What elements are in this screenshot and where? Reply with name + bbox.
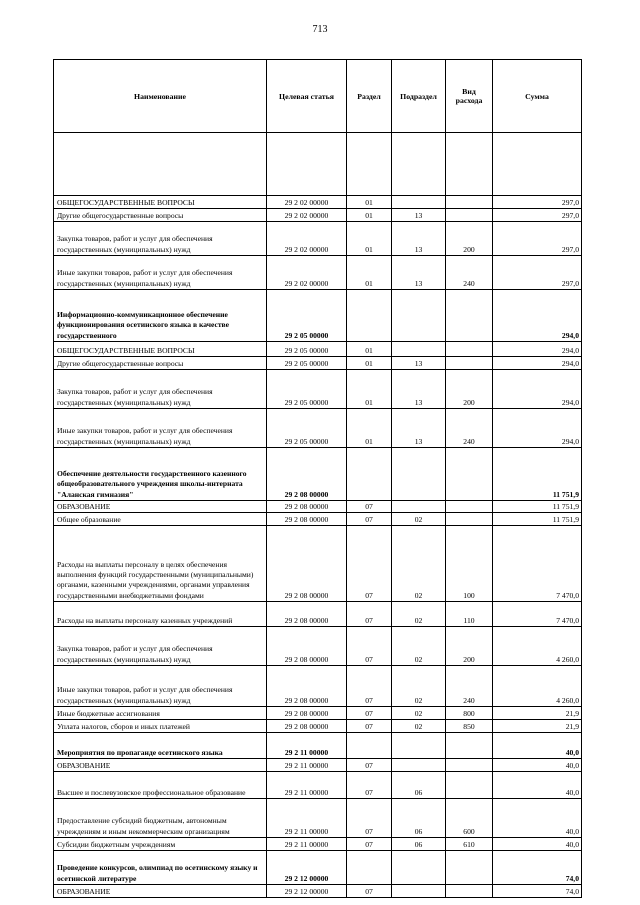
cell-name — [54, 133, 267, 196]
cell-sum: 294,0 — [493, 357, 582, 370]
cell-section: 07 — [347, 526, 392, 602]
cell-section: 01 — [347, 342, 392, 357]
table-row — [54, 707, 582, 720]
cell-expense-type — [446, 133, 493, 196]
cell-sum: 40,0 — [493, 733, 582, 759]
cell-name: Иные бюджетные ассигнования — [54, 707, 267, 720]
cell-section: 01 — [347, 409, 392, 448]
table-row — [54, 409, 582, 448]
cell-subsection: 02 — [392, 513, 446, 526]
cell-target: 29 2 08 00000 — [267, 627, 347, 666]
cell-target: 29 2 08 00000 — [267, 448, 347, 501]
cell-subsection: 06 — [392, 772, 446, 799]
cell-expense-type — [446, 357, 493, 370]
cell-expense-type — [446, 772, 493, 799]
cell-section: 01 — [347, 209, 392, 222]
cell-expense-type: 110 — [446, 602, 493, 627]
cell-target: 29 2 02 00000 — [267, 256, 347, 290]
cell-subsection — [392, 885, 446, 898]
cell-target — [267, 133, 347, 196]
cell-target: 29 2 05 00000 — [267, 357, 347, 370]
cell-sum: 21,9 — [493, 720, 582, 733]
cell-name: Закупка товаров, работ и услуг для обеспечения государственных (муниципальных) нужд — [54, 222, 267, 256]
cell-name: ОБРАЗОВАНИЕ — [54, 759, 267, 772]
cell-target: 29 2 11 00000 — [267, 733, 347, 759]
cell-expense-type — [446, 851, 493, 885]
cell-section: 07 — [347, 838, 392, 851]
cell-sum: 11 751,9 — [493, 513, 582, 526]
cell-sum: 40,0 — [493, 772, 582, 799]
cell-subsection: 13 — [392, 222, 446, 256]
cell-sum: 7 470,0 — [493, 526, 582, 602]
cell-section — [347, 133, 392, 196]
cell-name: Информационно-коммуникационное обеспечение функционирования осетинского языка в качестве государственного — [54, 290, 267, 342]
cell-name: Другие общегосударственные вопросы — [54, 357, 267, 370]
cell-sum: 297,0 — [493, 196, 582, 209]
table-row — [54, 759, 582, 772]
table-row — [54, 513, 582, 526]
cell-sum: 4 260,0 — [493, 627, 582, 666]
cell-sum: 294,0 — [493, 290, 582, 342]
cell-name: Проведение конкурсов, олимпиад по осетинскому языку и осетинской литературе — [54, 851, 267, 885]
table-row — [54, 838, 582, 851]
header-sum: Сумма — [493, 60, 582, 133]
cell-expense-type: 240 — [446, 409, 493, 448]
cell-name: Иные закупки товаров, работ и услуг для обеспечения государственных (муниципальных) нужд — [54, 409, 267, 448]
cell-name: Субсидии бюджетным учреждениям — [54, 838, 267, 851]
cell-expense-type: 200 — [446, 370, 493, 409]
cell-subsection — [392, 133, 446, 196]
cell-sum: 294,0 — [493, 370, 582, 409]
cell-name: Высшее и послевузовское профессиональное образование — [54, 772, 267, 799]
header-expense-type: Вид расхода — [446, 60, 493, 133]
cell-section: 07 — [347, 720, 392, 733]
table-row — [54, 209, 582, 222]
cell-expense-type: 200 — [446, 627, 493, 666]
table-row — [54, 772, 582, 799]
cell-sum: 294,0 — [493, 409, 582, 448]
cell-section: 07 — [347, 799, 392, 838]
cell-name: ОБРАЗОВАНИЕ — [54, 501, 267, 513]
cell-target: 29 2 05 00000 — [267, 342, 347, 357]
table-row — [54, 627, 582, 666]
header-target: Целевая статья — [267, 60, 347, 133]
cell-subsection: 13 — [392, 370, 446, 409]
table-row — [54, 256, 582, 290]
cell-sum: 40,0 — [493, 799, 582, 838]
cell-target: 29 2 11 00000 — [267, 772, 347, 799]
table-row — [54, 885, 582, 898]
cell-sum — [493, 133, 582, 196]
cell-subsection — [392, 759, 446, 772]
cell-target: 29 2 08 00000 — [267, 720, 347, 733]
cell-name: Расходы на выплаты персоналу в целях обеспечения выполнения функций государственными (муниципальными) органами, казенными учреждениями, органами управления государственными внебюджетными фондами — [54, 526, 267, 602]
cell-name: Закупка товаров, работ и услуг для обеспечения государственных (муниципальных) нужд — [54, 627, 267, 666]
cell-target: 29 2 08 00000 — [267, 666, 347, 707]
cell-expense-type — [446, 513, 493, 526]
cell-section: 01 — [347, 256, 392, 290]
cell-expense-type: 600 — [446, 799, 493, 838]
cell-section — [347, 851, 392, 885]
table-row — [54, 666, 582, 707]
cell-expense-type: 240 — [446, 256, 493, 290]
cell-subsection: 13 — [392, 209, 446, 222]
cell-subsection — [392, 501, 446, 513]
cell-name: Иные закупки товаров, работ и услуг для обеспечения государственных (муниципальных) нужд — [54, 666, 267, 707]
cell-expense-type — [446, 885, 493, 898]
cell-section: 07 — [347, 759, 392, 772]
cell-section: 01 — [347, 196, 392, 209]
cell-expense-type — [446, 209, 493, 222]
cell-name: Расходы на выплаты персоналу казенных учреждений — [54, 602, 267, 627]
table-row — [54, 133, 582, 196]
cell-expense-type: 240 — [446, 666, 493, 707]
cell-sum: 297,0 — [493, 222, 582, 256]
cell-subsection: 13 — [392, 409, 446, 448]
cell-section: 07 — [347, 501, 392, 513]
table-row — [54, 448, 582, 501]
cell-target: 29 2 05 00000 — [267, 290, 347, 342]
table-row — [54, 602, 582, 627]
table-row — [54, 342, 582, 357]
cell-target: 29 2 05 00000 — [267, 370, 347, 409]
cell-section: 07 — [347, 513, 392, 526]
cell-name: ОБЩЕГОСУДАРСТВЕННЫЕ ВОПРОСЫ — [54, 342, 267, 357]
cell-name: ОБРАЗОВАНИЕ — [54, 885, 267, 898]
cell-expense-type — [446, 196, 493, 209]
cell-target: 29 2 12 00000 — [267, 885, 347, 898]
table-row — [54, 720, 582, 733]
cell-target: 29 2 08 00000 — [267, 707, 347, 720]
cell-subsection — [392, 290, 446, 342]
cell-expense-type — [446, 342, 493, 357]
cell-target: 29 2 08 00000 — [267, 501, 347, 513]
cell-name: Закупка товаров, работ и услуг для обеспечения государственных (муниципальных) нужд — [54, 370, 267, 409]
cell-subsection: 02 — [392, 720, 446, 733]
cell-subsection — [392, 733, 446, 759]
table-row — [54, 196, 582, 209]
cell-target: 29 2 12 00000 — [267, 851, 347, 885]
cell-subsection — [392, 448, 446, 501]
cell-subsection: 02 — [392, 627, 446, 666]
table-row — [54, 290, 582, 342]
cell-section — [347, 733, 392, 759]
cell-name: Мероприятия по пропаганде осетинского языка — [54, 733, 267, 759]
table-row — [54, 733, 582, 759]
cell-sum: 7 470,0 — [493, 602, 582, 627]
cell-subsection: 13 — [392, 357, 446, 370]
cell-expense-type — [446, 501, 493, 513]
cell-name: ОБЩЕГОСУДАРСТВЕННЫЕ ВОПРОСЫ — [54, 196, 267, 209]
cell-sum: 11 751,9 — [493, 448, 582, 501]
cell-expense-type: 610 — [446, 838, 493, 851]
cell-subsection: 06 — [392, 799, 446, 838]
cell-expense-type: 850 — [446, 720, 493, 733]
cell-sum: 294,0 — [493, 342, 582, 357]
cell-subsection — [392, 342, 446, 357]
header-subsection: Подраздел — [392, 60, 446, 133]
cell-expense-type — [446, 759, 493, 772]
cell-expense-type: 200 — [446, 222, 493, 256]
table-row — [54, 370, 582, 409]
cell-target: 29 2 02 00000 — [267, 209, 347, 222]
cell-subsection — [392, 851, 446, 885]
header-section: Раздел — [347, 60, 392, 133]
cell-subsection — [392, 196, 446, 209]
cell-sum: 74,0 — [493, 851, 582, 885]
cell-expense-type — [446, 448, 493, 501]
cell-sum: 297,0 — [493, 209, 582, 222]
cell-subsection: 13 — [392, 256, 446, 290]
table-body — [54, 133, 582, 898]
cell-section — [347, 448, 392, 501]
cell-target: 29 2 08 00000 — [267, 602, 347, 627]
cell-section: 07 — [347, 885, 392, 898]
cell-section: 01 — [347, 357, 392, 370]
cell-target: 29 2 05 00000 — [267, 409, 347, 448]
cell-sum: 11 751,9 — [493, 501, 582, 513]
cell-subsection: 06 — [392, 838, 446, 851]
table-header — [54, 60, 582, 133]
table-row — [54, 799, 582, 838]
cell-sum: 4 260,0 — [493, 666, 582, 707]
cell-target: 29 2 11 00000 — [267, 799, 347, 838]
cell-subsection: 02 — [392, 707, 446, 720]
cell-sum: 40,0 — [493, 838, 582, 851]
cell-name: Обеспечение деятельности государственного казенного общеобразовательного учреждения школы-интерната "Аланская гимназия" — [54, 448, 267, 501]
cell-sum: 74,0 — [493, 885, 582, 898]
cell-expense-type: 800 — [446, 707, 493, 720]
cell-section: 07 — [347, 666, 392, 707]
table-row — [54, 222, 582, 256]
cell-name: Предоставление субсидий бюджетным, автономным учреждениям и иным некоммерческим организациям — [54, 799, 267, 838]
cell-sum: 40,0 — [493, 759, 582, 772]
page-number: 713 — [312, 24, 328, 35]
cell-subsection: 02 — [392, 526, 446, 602]
cell-section: 07 — [347, 627, 392, 666]
cell-expense-type: 100 — [446, 526, 493, 602]
cell-target: 29 2 11 00000 — [267, 838, 347, 851]
header-name: Наименование — [54, 60, 267, 133]
cell-sum: 21,9 — [493, 707, 582, 720]
table-row — [54, 851, 582, 885]
cell-section — [347, 290, 392, 342]
cell-section: 07 — [347, 602, 392, 627]
budget-table — [53, 59, 582, 898]
cell-target: 29 2 08 00000 — [267, 526, 347, 602]
cell-name: Иные закупки товаров, работ и услуг для обеспечения государственных (муниципальных) нужд — [54, 256, 267, 290]
cell-section: 07 — [347, 707, 392, 720]
table-row — [54, 501, 582, 513]
table-row — [54, 526, 582, 602]
cell-subsection: 02 — [392, 602, 446, 627]
table-row — [54, 357, 582, 370]
cell-expense-type — [446, 733, 493, 759]
cell-section: 07 — [347, 772, 392, 799]
cell-target: 29 2 11 00000 — [267, 759, 347, 772]
cell-target: 29 2 02 00000 — [267, 196, 347, 209]
cell-section: 01 — [347, 222, 392, 256]
cell-target: 29 2 02 00000 — [267, 222, 347, 256]
cell-target: 29 2 08 00000 — [267, 513, 347, 526]
cell-expense-type — [446, 290, 493, 342]
cell-name: Общее образование — [54, 513, 267, 526]
cell-subsection: 02 — [392, 666, 446, 707]
cell-name: Другие общегосударственные вопросы — [54, 209, 267, 222]
cell-section: 01 — [347, 370, 392, 409]
cell-name: Уплата налогов, сборов и иных платежей — [54, 720, 267, 733]
cell-sum: 297,0 — [493, 256, 582, 290]
